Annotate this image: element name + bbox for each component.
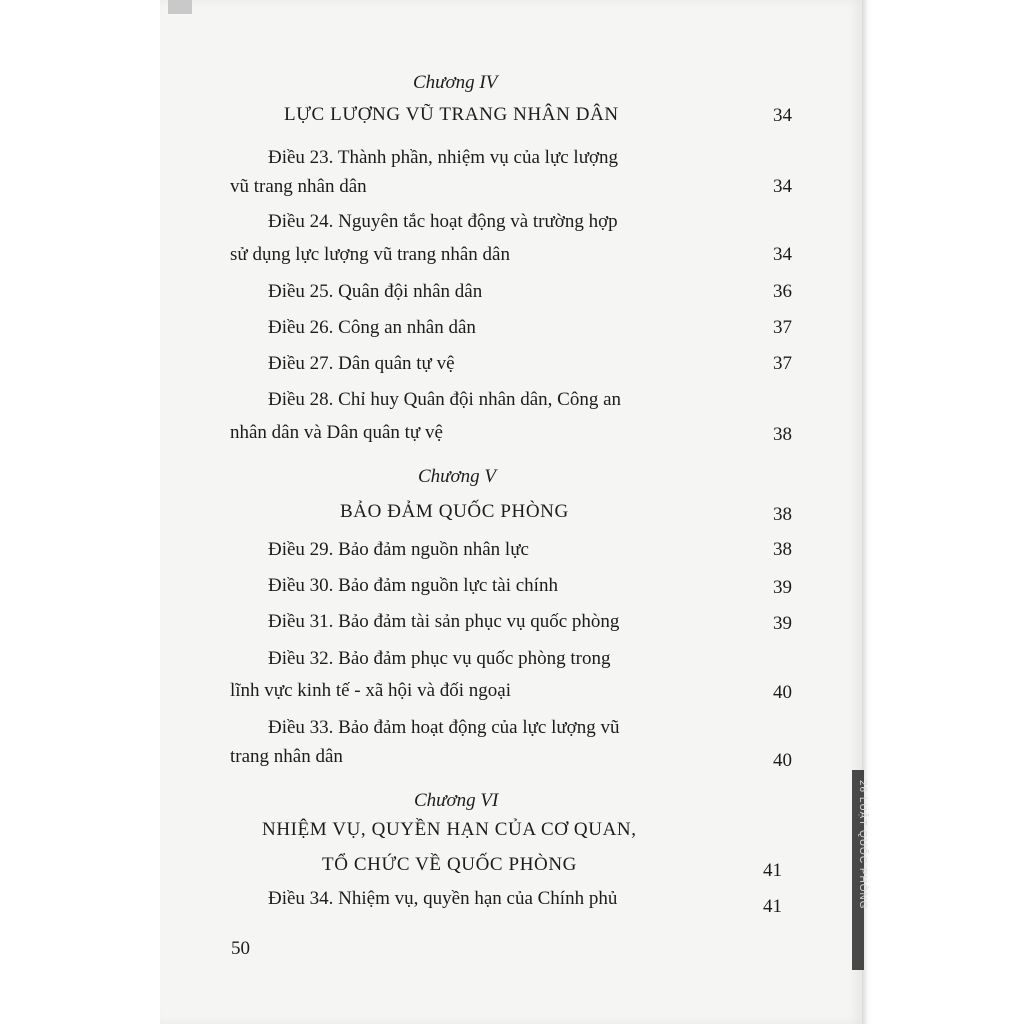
page-ref: 37 bbox=[773, 317, 792, 338]
toc-entry: Điều 24. Nguyên tắc hoạt động và trường hợp bbox=[268, 211, 618, 232]
page-ref: 34 bbox=[773, 105, 792, 126]
toc-entry-continuation: vũ trang nhân dân bbox=[230, 176, 367, 197]
chapter-title: BẢO ĐẢM QUỐC PHÒNG bbox=[340, 501, 569, 522]
toc-entry-continuation: sử dụng lực lượng vũ trang nhân dân bbox=[230, 244, 510, 265]
toc-entry: Điều 26. Công an nhân dân bbox=[268, 317, 476, 338]
chapter-label: Chương V bbox=[418, 466, 497, 487]
toc-entry: Điều 23. Thành phần, nhiệm vụ của lực lượng bbox=[268, 147, 619, 168]
toc-entry: Điều 33. Bảo đảm hoạt động của lực lượng vũ bbox=[268, 717, 620, 738]
chapter-title: NHIỆM VỤ, QUYỀN HẠN CỦA CƠ QUAN, bbox=[262, 819, 637, 840]
page-corner-shadow bbox=[168, 0, 192, 14]
toc-entry: Điều 28. Chỉ huy Quân đội nhân dân, Công an bbox=[268, 389, 622, 410]
chapter-label: Chương VI bbox=[414, 790, 499, 811]
toc-entry: Điều 25. Quân đội nhân dân bbox=[268, 281, 483, 302]
page-number: 50 bbox=[231, 938, 250, 959]
toc-entry: Điều 27. Dân quân tự vệ bbox=[268, 353, 455, 374]
spine-title: 26 LUẬT QUỐC PHÒNG bbox=[857, 780, 868, 910]
chapter-label: Chương IV bbox=[413, 72, 498, 93]
toc-entry-continuation: lĩnh vực kinh tế - xã hội và đối ngoại bbox=[230, 680, 511, 701]
chapter-title: LỰC LƯỢNG VŨ TRANG NHÂN DÂN bbox=[284, 104, 619, 125]
page-ref: 41 bbox=[763, 860, 782, 881]
chapter-title-continuation: TỔ CHỨC VỀ QUỐC PHÒNG bbox=[322, 854, 578, 875]
page-ref: 34 bbox=[773, 176, 792, 197]
page-ref: 38 bbox=[773, 539, 792, 560]
page-ref: 37 bbox=[773, 353, 792, 374]
page-ref: 39 bbox=[773, 613, 792, 634]
page-ref: 38 bbox=[773, 424, 792, 445]
page-ref: 40 bbox=[773, 750, 792, 771]
page-ref: 36 bbox=[773, 281, 792, 302]
toc-entry: Điều 34. Nhiệm vụ, quyền hạn của Chính phủ bbox=[268, 888, 618, 909]
toc-entry: Điều 31. Bảo đảm tài sản phục vụ quốc phòng bbox=[268, 611, 620, 632]
page-ref: 39 bbox=[773, 577, 792, 598]
toc-entry: Điều 30. Bảo đảm nguồn lực tài chính bbox=[268, 575, 558, 596]
toc-entry-continuation: nhân dân và Dân quân tự vệ bbox=[230, 422, 443, 443]
toc-entry-continuation: trang nhân dân bbox=[230, 746, 343, 767]
page-ref: 41 bbox=[763, 896, 782, 917]
page-ref: 34 bbox=[773, 244, 792, 265]
toc-entry: Điều 29. Bảo đảm nguồn nhân lực bbox=[268, 539, 529, 560]
page-ref: 40 bbox=[773, 682, 792, 703]
toc-entry: Điều 32. Bảo đảm phục vụ quốc phòng trong bbox=[268, 648, 611, 669]
page-ref: 38 bbox=[773, 504, 792, 525]
